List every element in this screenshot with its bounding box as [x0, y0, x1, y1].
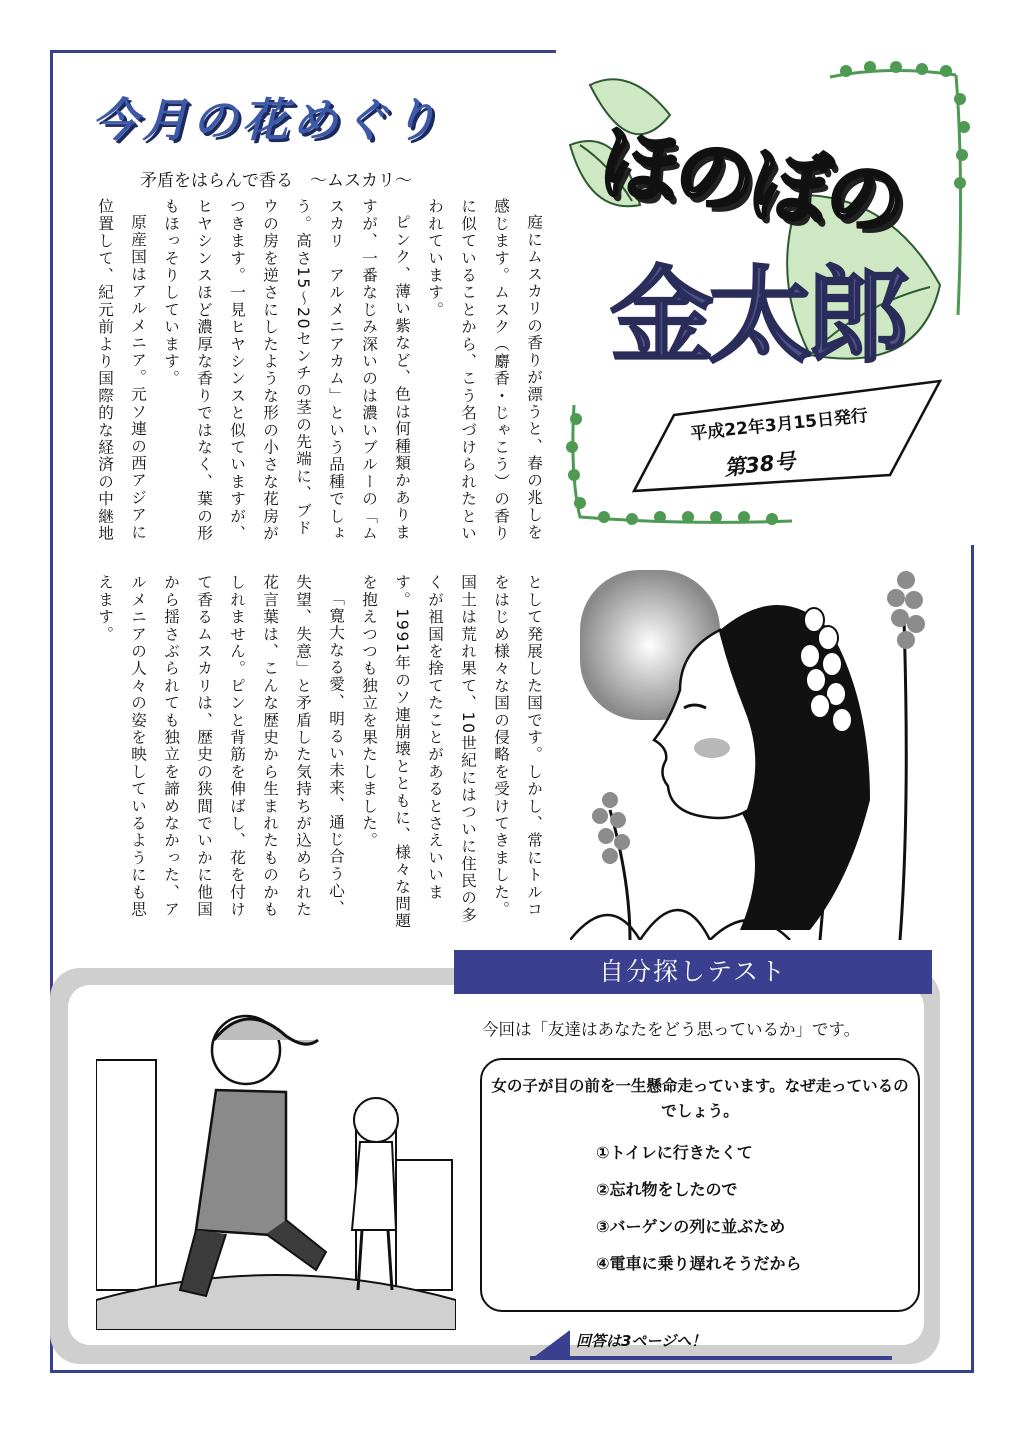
masthead-title-top: ほのぼの: [593, 115, 908, 250]
column-title: 今月の花めぐり: [92, 93, 442, 147]
running-girl-illustration: [96, 1000, 456, 1330]
article-paragraph: 「寛大なる愛、明るい未来、通じ合う心、失望、失意」と矛盾した気持ちが込められた花言葉は、こんな歴史から生まれたものかもしれません。ピンと背筋を伸ばし、花を付けて香るムスカリは、歴史の狭間でいかに他国から揺さぶられても独立を諦めなかった、アルメニアの人々の姿を映しているようにも思えます。: [96, 574, 345, 918]
woman-muscari-illustration: [570, 560, 970, 940]
answer-note: 回答は3ページへ！: [576, 1332, 707, 1350]
quiz-option-1: ①トイレに行きたくて: [596, 1143, 753, 1162]
answer-underline: [530, 1356, 892, 1360]
issue-number: 第38号: [723, 448, 797, 481]
quiz-question: 女の子が目の前を一生懸命走っています。なぜ走っているのでしょう。: [491, 1077, 909, 1120]
article-paragraph: 庭にムスカリの香りが漂うと、春の兆しを感じます。ムスク（麝香・じゃこう）の香りに似ていることから、こう名づけられたといわれています。: [426, 198, 543, 542]
article-paragraph: として発展した国です。しかし、常にトルコをはじめ様々な国の侵略を受けてきました。国土は荒れ果て、10世紀にはついに住民の多くが祖国を捨てたことがあるとさえいいます。1991年のソ連崩壊とともに、様々な問題を抱えつつも独立を果たしました。: [360, 574, 543, 930]
quiz-option-3: ③バーゲンの列に並ぶため: [596, 1217, 786, 1236]
quiz-option-2: ②忘れ物をしたので: [596, 1180, 738, 1199]
frame-right-line: [971, 545, 974, 1373]
article-paragraph: ピンク、薄い紫など、色は何種類かありますが、一番なじみ深いのは濃いブルーの「ムスカリ アルメニアカム」という品種でしょう。高さ15～20センチの茎の先端に、ブドウの房を逆さにしたような形の小さな花房がつきます。一見ヒヤシンスと似ていますが、ヒヤシンスほど濃厚な香りではなく、葉の形もほっそりしています。: [162, 198, 411, 542]
frame-top-line: [50, 50, 556, 53]
frame-bottom-line: [50, 1370, 974, 1373]
issue-date: 平成22年3月15日発行: [689, 405, 869, 445]
quiz-title: 自分探しテスト: [454, 950, 932, 994]
article-paragraph: 原産国はアルメニア。元ソ連の西アジアに位置して、紀元前より国際的な経済の中継地: [96, 198, 147, 542]
masthead-title-main: 金太郎: [610, 255, 905, 377]
article-lower-block: [80, 574, 550, 930]
quiz-option-4: ④電車に乗り遅れそうだから: [596, 1254, 802, 1273]
quiz-intro: 今回は「友達はあなたをどう思っているか」です。: [482, 1020, 861, 1039]
column-subtitle: 矛盾をはらんで香る ～ムスカリ～: [140, 171, 412, 191]
article-upper-block: [80, 198, 550, 550]
